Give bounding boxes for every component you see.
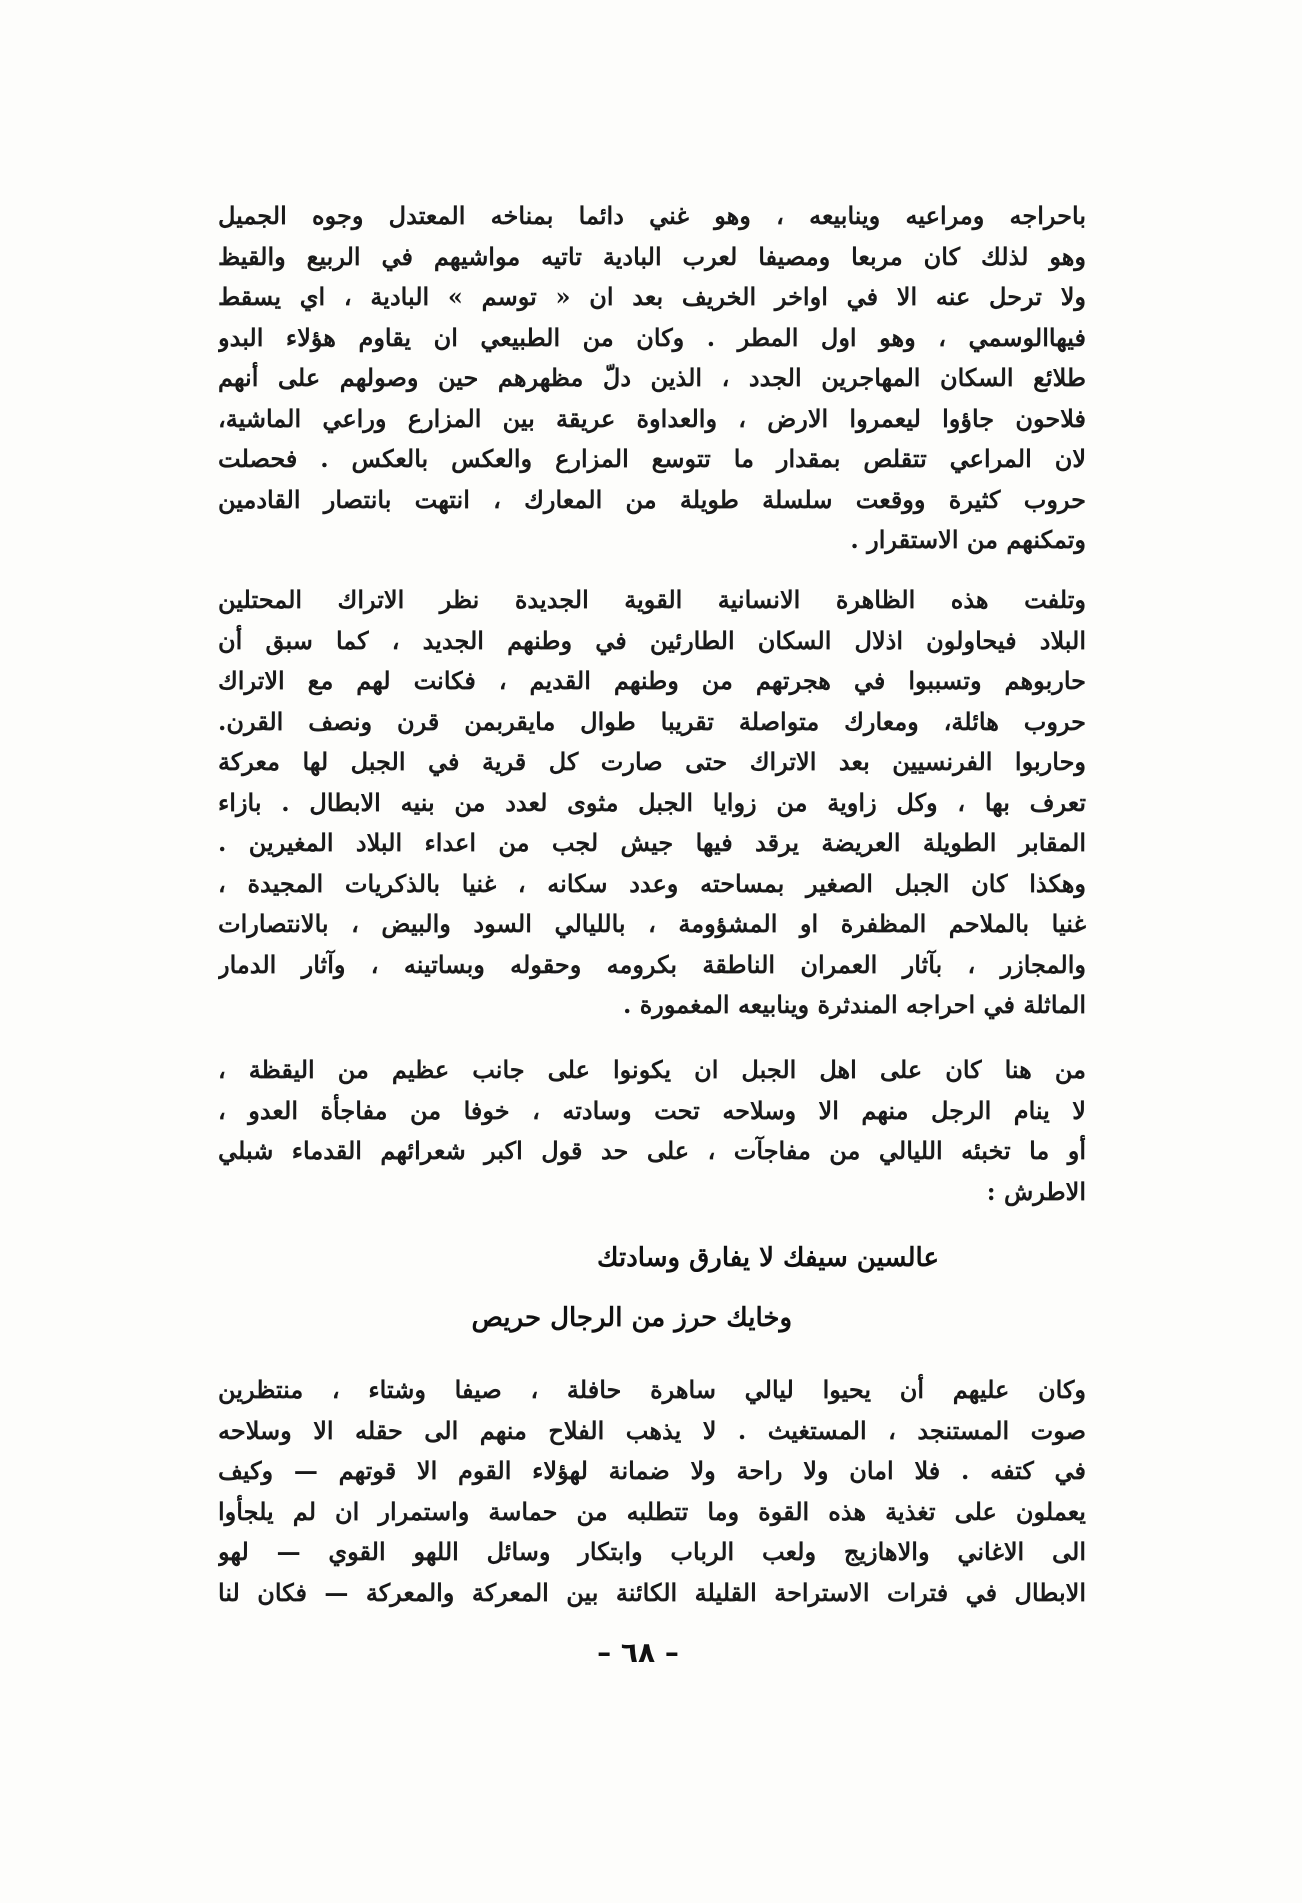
- text-line: والمجازر ، بآثار العمران الناطقة بكرومه وحقوله وبساتينه ، وآثار الدمار: [218, 949, 1086, 979]
- text-line: غنيا بالملاحم المظفرة او المشؤومة ، بالليالي السود والبيض ، بالانتصارات: [218, 909, 1086, 938]
- text-line: صوت المستنجد ، المستغيث . لا يذهب الفلاح منهم الى حقله الا وسلاحه: [218, 1415, 1086, 1445]
- text-line: وهو لذلك كان مربعا ومصيفا لعرب البادية تاتيه مواشيهم في الربيع والقيظ: [218, 241, 1086, 271]
- text-line: لان المراعي تتقلص بمقدار ما تتوسع المزارع والعكس بالعكس . فحصلت: [218, 444, 1086, 473]
- text-line: وهكذا كان الجبل الصغير بمساحته وعدد سكانه ، غنيا بالذكريات المجيدة ،: [218, 868, 1086, 898]
- text-line: باحراجه ومراعيه وينابيعه ، وهو غني دائما بمناخه المعتدل وجوه الجميل: [218, 201, 1086, 230]
- text-line: وحاربوا الفرنسيين بعد الاتراك حتى صارت كل قرية في الجبل لها معركة: [218, 747, 1086, 776]
- text-line: ولا ترحل عنه الا في اواخر الخريف بعد ان « توسم » البادية ، اي يسقط: [218, 282, 1086, 311]
- text-line: لا ينام الرجل منهم الا وسلاحه تحت وسادته ، خوفا من مفاجأة العدو ،: [218, 1095, 1086, 1125]
- verse-line-1: عالسين سيفك لا يفارق وسادتك: [597, 1243, 939, 1273]
- text-line: تعرف بها ، وكل زاوية من زوايا الجبل مثوى لعدد من بنيه الابطال . بازاء: [218, 787, 1086, 817]
- text-line: المقابر الطويلة العريضة يرقد فيها جيش لجب من اعداء البلاد المغيرين .: [218, 828, 1086, 857]
- verse-line-2: وخايك حرز من الرجال حريص: [471, 1303, 792, 1333]
- text-line: من هنا كان على اهل الجبل ان يكونوا على جانب عظيم من اليقظة ،: [218, 1055, 1086, 1084]
- text-line: البلاد فيحاولون اذلال السكان الطارئين في وطنهم الجديد ، كما سبق أن: [218, 625, 1086, 655]
- paragraph-4: [218, 1370, 1086, 1613]
- text-line: في كتفه . فلا امان ولا راحة ولا ضمانة لهؤلاء القوم الا قوتهم — وكيف: [218, 1456, 1086, 1485]
- paragraph-1: [218, 196, 1086, 561]
- text-line: الى الاغاني والاهازيج ولعب الرباب وابتكار وسائل اللهو القوي — لهو: [218, 1537, 1086, 1566]
- text-line: وتلفت هذه الظاهرة الانسانية القوية الجديدة نظر الاتراك المحتلين: [218, 585, 1086, 614]
- text-line: وكان عليهم أن يحيوا ليالي ساهرة حافلة ، صيفا وشتاء ، منتظرين: [218, 1375, 1086, 1404]
- text-line: أو ما تخبئه الليالي من مفاجآت ، على حد قول اكبر شعرائهم القدماء شبلي: [218, 1136, 1086, 1165]
- text-line: الاطرش :: [986, 1176, 1086, 1206]
- text-line: فيهاالوسمي ، وهو اول المطر . وكان من الطبيعي ان يقاوم هؤلاء البدو: [218, 322, 1086, 352]
- text-line: وتمكنهم من الاستقرار .: [850, 525, 1086, 554]
- text-line: فلاحون جاؤوا ليعمروا الارض ، والعداوة عريقة بين المزارع وراعي الماشية،: [218, 403, 1086, 433]
- paragraph-2: [218, 580, 1086, 1026]
- text-line: يعملون على تغذية هذه القوة وما تتطلبه من حماسة واستمرار ان لم يلجأوا: [218, 1496, 1086, 1526]
- text-line: الابطال في فترات الاستراحة القليلة الكائنة بين المعركة والمعركة — فكان لنا: [218, 1577, 1086, 1607]
- text-line: طلائع السكان المهاجرين الجدد ، الذين دلّ مظهرهم حين وصولهم على أنهم: [218, 363, 1086, 392]
- paragraph-3: [218, 1050, 1086, 1212]
- text-line: حروب هائلة، ومعارك متواصلة تقريبا طوال مايقربمن قرن ونصف القرن.: [218, 706, 1086, 736]
- page-number: – ٦٨ –: [597, 1636, 679, 1669]
- text-line: حروب كثيرة ووقعت سلسلة طويلة من المعارك ، انتهت بانتصار القادمين: [218, 484, 1086, 514]
- text-line: الماثلة في احراجه المندثرة وينابيعه المغمورة .: [623, 990, 1086, 1019]
- text-line: حاربوهم وتسببوا في هجرتهم من وطنهم القديم ، فكانت لهم مع الاتراك: [218, 666, 1086, 695]
